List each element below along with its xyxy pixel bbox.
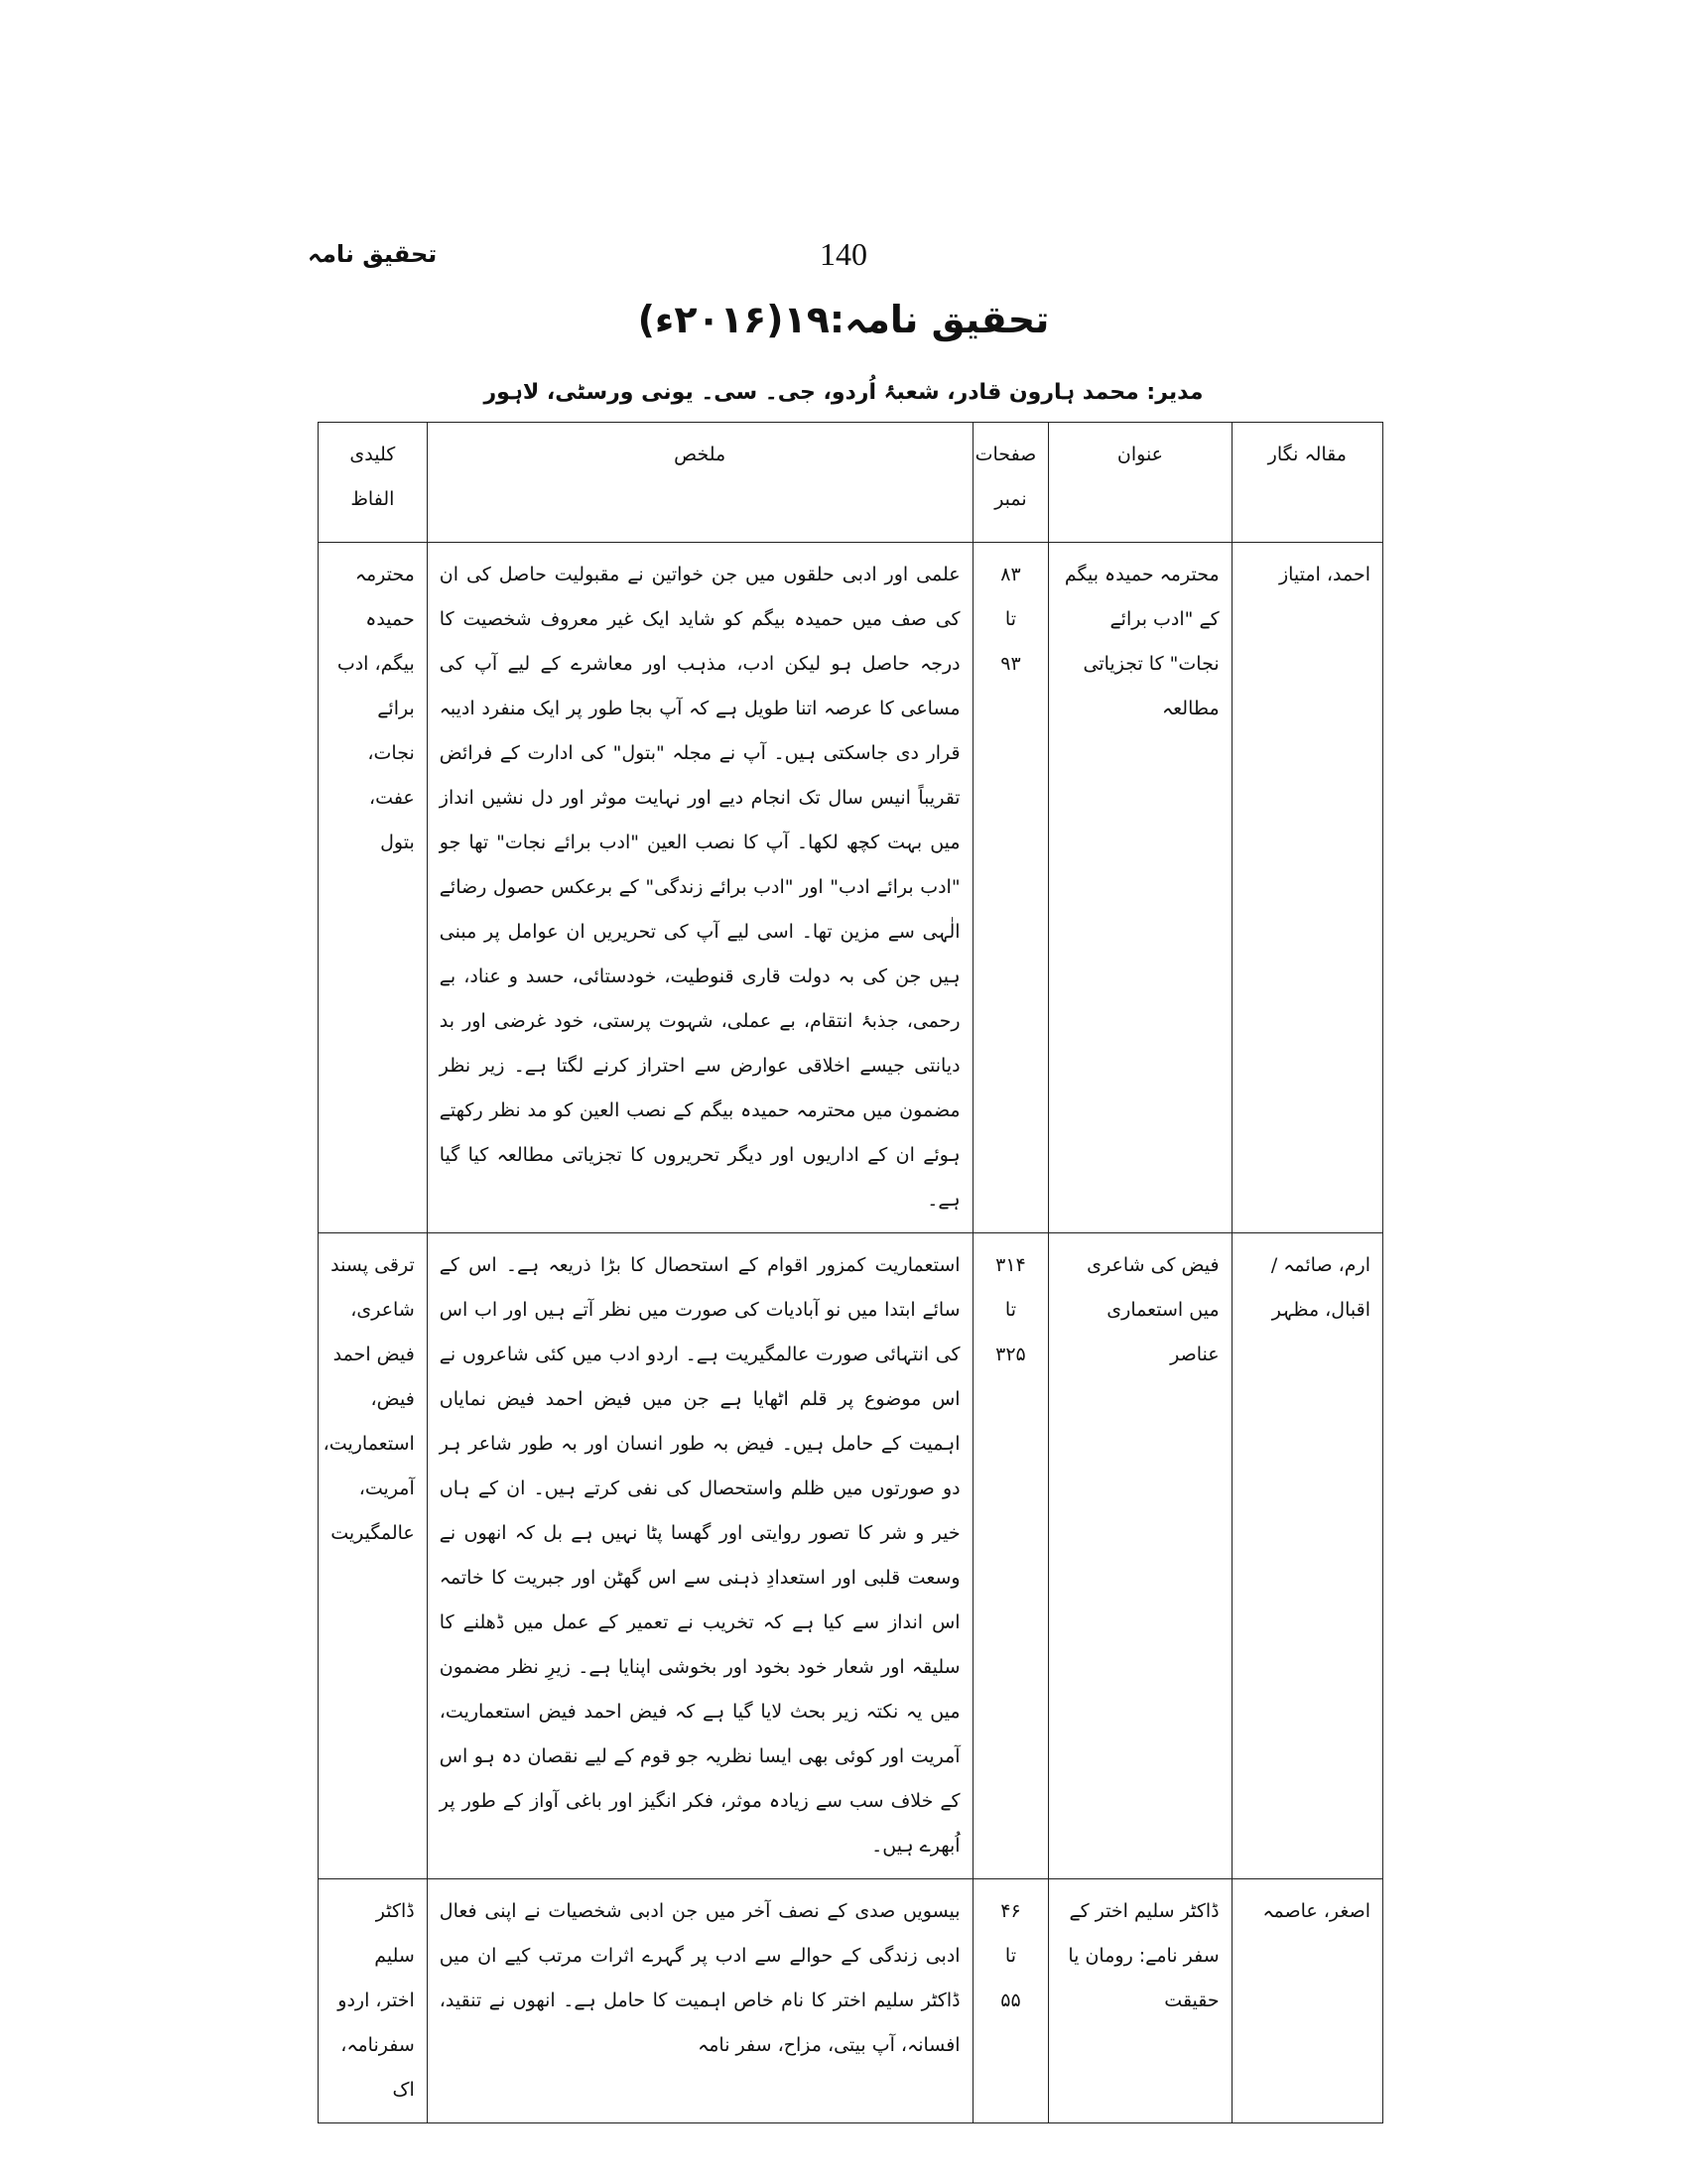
page-start: ۳۱۴ (995, 1254, 1026, 1276)
header-abstract: ملخص (427, 423, 973, 543)
keywords-cell: محترمہ حمیدہ بیگم، ادب برائے نجات، عفت، بتول (319, 543, 428, 1233)
page-end: ۳۲۵ (995, 1344, 1026, 1365)
keywords-cell: ڈاکٹر سلیم اختر، اردو سفرنامہ، اک (319, 1879, 428, 2123)
abstract-cell: بیسویں صدی کے نصف آخر میں جن ادبی شخصیات نے اپنی فعال ادبی زندگی کے حوالے سے ادب پر گہرے اثرات مرتب کیے ان میں ڈاکٹر سلیم اختر کا نام خاص اہمیت کا حامل ہے۔ انھوں نے تنقید، افسانہ، آپ بیتی، مزاح، سفر نامہ (427, 1879, 973, 2123)
table-header-row (319, 423, 1383, 543)
running-title: تحقیق نامہ (308, 240, 438, 268)
author-cell: اصغر، عاصمہ (1232, 1879, 1382, 2123)
page-to: تا (1004, 1945, 1016, 1967)
title-cell: ڈاکٹر سلیم اختر کے سفر نامے: رومان یا حقیقت (1049, 1879, 1232, 2123)
article-index-table (318, 422, 1383, 2123)
page-end: ۹۳ (1000, 653, 1021, 675)
editor-line: مدیر: محمد ہارون قادر، شعبۂ اُردو، جی۔ سی۔ یونی ورسٹی، لاہور (483, 380, 1204, 405)
title-cell: محترمہ حمیدہ بیگم کے "ادب برائے نجات" کا تجزیاتی مطالعہ (1049, 543, 1232, 1233)
page-start: ۴۶ (1000, 1900, 1021, 1922)
header-pages: صفحات نمبر (973, 423, 1049, 543)
table-row (319, 543, 1383, 1233)
page-to: تا (1004, 608, 1016, 630)
author-cell: ارم، صائمہ / اقبال، مظہر (1232, 1233, 1382, 1879)
page-end: ۵۵ (1000, 1990, 1021, 2011)
header-title: عنوان (1049, 423, 1232, 543)
abstract-cell: علمی اور ادبی حلقوں میں جن خواتین نے مقبولیت حاصل کی ان کی صف میں حمیدہ بیگم کو شاید ایک غیر معروف شخصیت کا درجہ حاصل ہو لیکن ادب، مذہب اور معاشرے کے لیے آپ کی مساعی کا عرصہ اتنا طویل ہے کہ آپ بجا طور پر ایک منفرد ادیبہ قرار دی جاسکتی ہیں۔ آپ نے مجلہ "بتول" کی ادارت کے فرائض تقریباً انیس سال تک انجام دیے اور نہایت موثر اور دل نشیں انداز میں بہت کچھ لکھا۔ آپ کا نصب العین "ادب برائے نجات" تھا جو "ادب برائے ادب" اور "ادب برائے زندگی" کے برعکس حصول رضائے الٰہی سے مزین تھا۔ اسی لیے آپ کی تحریریں ان عوامل پر مبنی ہیں جن کی بہ دولت قاری قنوطیت، خودستائی، حسد و عناد، بے رحمی، جذبۂ انتقام، بے عملی، شہوت پرستی، خود غرضی اور بد دیانتی جیسے اخلاقی عوارض سے احتراز کرنے لگتا ہے۔ زیر نظر مضمون میں محترمہ حمیدہ بیگم کے نصب العین کو مد نظر رکھتے ہوئے ان کے اداریوں اور دیگر تحریروں کا تجزیاتی مطالعہ کیا گیا ہے۔ (427, 543, 973, 1233)
page-to: تا (1004, 1299, 1016, 1321)
author-cell: احمد، امتیاز (1232, 543, 1382, 1233)
page-start: ۸۳ (1000, 564, 1021, 585)
pages-cell (973, 1879, 1049, 2123)
page-number: 140 (820, 236, 867, 272)
abstract-cell: استعماریت کمزور اقوام کے استحصال کا بڑا ذریعہ ہے۔ اس کے سائے ابتدا میں نو آبادیات کی صورت میں نظر آتے ہیں اور اب اس کی انتہائی صورت عالمگیریت ہے۔ اردو ادب میں کئی شاعروں نے اس موضوع پر قلم اٹھایا ہے جن میں فیض احمد فیض نمایاں اہمیت کے حامل ہیں۔ فیض بہ طور انسان اور بہ طور شاعر ہر دو صورتوں میں ظلم واستحصال کی نفی کرتے ہیں۔ ان کے ہاں خیر و شر کا تصور روایتی اور گھسا پٹا نہیں ہے بل کہ انھوں نے وسعت قلبی اور استعدادِ ذہنی سے اس گھٹن اور جبریت کا خاتمہ اس انداز سے کیا ہے کہ تخریب نے تعمیر کے عمل میں ڈھلنے کا سلیقہ اور شعار خود بخود اور بخوشی اپنایا ہے۔ زیرِ نظر مضمون میں یہ نکتہ زیر بحث لایا گیا ہے کہ فیض احمد فیض استعماریت، آمریت اور کوئی بھی ایسا نظریہ جو قوم کے لیے نقصان دہ ہو اس کے خلاف سب سے زیادہ موثر، فکر انگیز اور باغی آواز کے طور پر اُبھرے ہیں۔ (427, 1233, 973, 1879)
pages-cell (973, 1233, 1049, 1879)
header-author: مقالہ نگار (1232, 423, 1382, 543)
table-row (319, 1233, 1383, 1879)
header-keywords: کلیدی الفاظ (319, 423, 428, 543)
pages-cell (973, 543, 1049, 1233)
table-row (319, 1879, 1383, 2123)
keywords-cell: ترقی پسند شاعری، فیض احمد فیض، استعماریت، آمریت، عالمگیریت (319, 1233, 428, 1879)
title-cell: فیض کی شاعری میں استعماری عناصر (1049, 1233, 1232, 1879)
journal-heading: تحقیق نامہ:۱۹(۲۰۱۶ء) (637, 298, 1050, 341)
